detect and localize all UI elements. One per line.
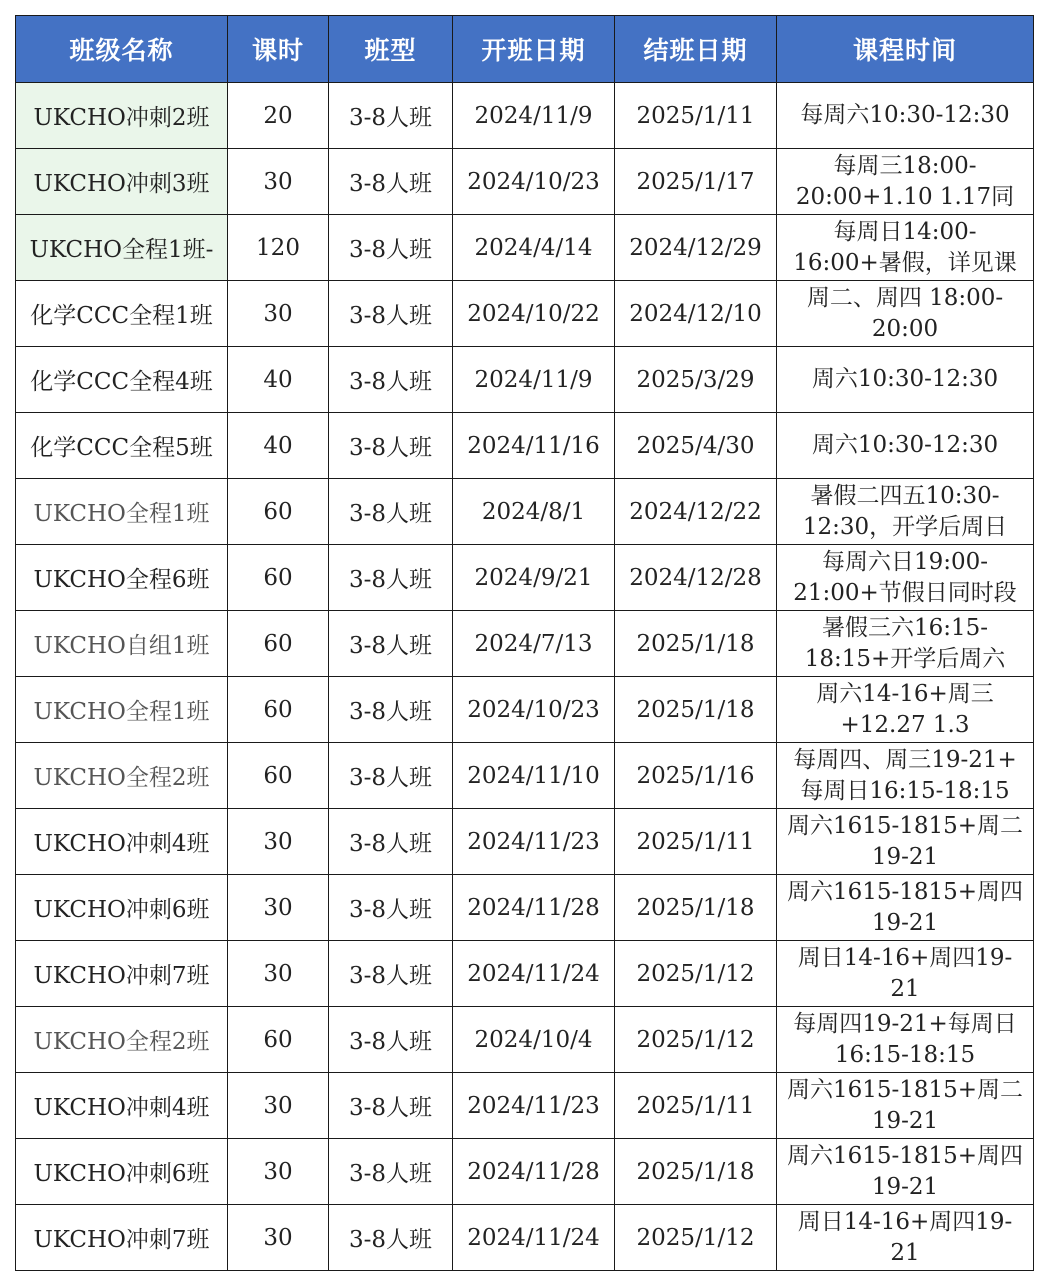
start-date-cell: 2024/8/1 — [453, 479, 615, 545]
class-type-cell: 3-8人班 — [329, 941, 453, 1007]
course-time-cell — [777, 149, 1034, 215]
course-time-text: 暑假三六16:15- 18:15+开学后周六 — [804, 614, 1006, 672]
end-date-cell: 2025/1/16 — [615, 743, 777, 809]
header-class-type: 班型 — [329, 16, 453, 83]
class-name-cell: UKCHO冲刺6班 — [16, 1139, 228, 1205]
start-date-cell: 2024/11/24 — [453, 1205, 615, 1271]
class-type-cell: 3-8人班 — [329, 1007, 453, 1073]
class-type-cell: 3-8人班 — [329, 347, 453, 413]
end-date-cell: 2024/12/10 — [615, 281, 777, 347]
end-date-cell: 2024/12/29 — [615, 215, 777, 281]
class-type-cell: 3-8人班 — [329, 479, 453, 545]
hours-cell: 20 — [228, 83, 329, 149]
course-time-cell — [777, 215, 1034, 281]
start-date-cell: 2024/10/23 — [453, 677, 615, 743]
course-time-text: 每周三18:00- 20:00+1.10 1.17同 — [795, 152, 1015, 210]
course-time-cell — [777, 809, 1034, 875]
header-end-date: 结班日期 — [615, 16, 777, 83]
table-row — [16, 479, 1034, 545]
class-type-cell: 3-8人班 — [329, 875, 453, 941]
table-row — [16, 1205, 1034, 1271]
end-date-cell: 2025/1/18 — [615, 875, 777, 941]
class-name-cell: UKCHO冲刺2班 — [16, 83, 228, 149]
table-row — [16, 809, 1034, 875]
table-row — [16, 875, 1034, 941]
class-name-cell: UKCHO全程2班 — [16, 1007, 228, 1073]
start-date-cell: 2024/10/22 — [453, 281, 615, 347]
course-time-text: 周六1615-1815+周二 19-21 — [786, 1076, 1024, 1134]
class-type-cell: 3-8人班 — [329, 677, 453, 743]
hours-cell: 30 — [228, 941, 329, 1007]
class-type-cell: 3-8人班 — [329, 743, 453, 809]
class-type-cell: 3-8人班 — [329, 413, 453, 479]
end-date-cell: 2025/3/29 — [615, 347, 777, 413]
table-row — [16, 1007, 1034, 1073]
class-type-cell: 3-8人班 — [329, 281, 453, 347]
hours-cell: 30 — [228, 1073, 329, 1139]
class-type-cell: 3-8人班 — [329, 1205, 453, 1271]
course-time-cell — [777, 479, 1034, 545]
class-name-cell: UKCHO全程1班 — [16, 677, 228, 743]
course-time-text: 周日14-16+周四19- 21 — [797, 1208, 1013, 1266]
course-time-cell — [777, 347, 1034, 413]
start-date-cell: 2024/11/16 — [453, 413, 615, 479]
class-type-cell: 3-8人班 — [329, 149, 453, 215]
table-row — [16, 611, 1034, 677]
table-header-row — [16, 16, 1034, 83]
course-time-text: 周六1615-1815+周二 19-21 — [786, 812, 1024, 870]
class-name-cell: UKCHO全程6班 — [16, 545, 228, 611]
end-date-cell: 2025/1/12 — [615, 941, 777, 1007]
end-date-cell: 2025/4/30 — [615, 413, 777, 479]
end-date-cell: 2024/12/22 — [615, 479, 777, 545]
class-type-cell: 3-8人班 — [329, 545, 453, 611]
course-time-cell — [777, 281, 1034, 347]
hours-cell: 30 — [228, 1139, 329, 1205]
class-name-cell: UKCHO冲刺3班 — [16, 149, 228, 215]
course-time-text: 每周六10:30-12:30 — [800, 102, 1010, 128]
course-time-cell — [777, 413, 1034, 479]
hours-cell: 40 — [228, 413, 329, 479]
end-date-cell: 2025/1/11 — [615, 809, 777, 875]
course-time-cell — [777, 941, 1034, 1007]
hours-cell: 30 — [228, 875, 329, 941]
end-date-cell: 2025/1/18 — [615, 1139, 777, 1205]
start-date-cell: 2024/11/24 — [453, 941, 615, 1007]
course-time-cell — [777, 677, 1034, 743]
table-row — [16, 83, 1034, 149]
hours-cell: 30 — [228, 149, 329, 215]
start-date-cell: 2024/11/9 — [453, 83, 615, 149]
course-time-cell — [777, 875, 1034, 941]
start-date-cell: 2024/10/4 — [453, 1007, 615, 1073]
end-date-cell: 2025/1/17 — [615, 149, 777, 215]
class-name-cell: UKCHO冲刺4班 — [16, 809, 228, 875]
course-time-cell — [777, 611, 1034, 677]
class-type-cell: 3-8人班 — [329, 215, 453, 281]
class-name-cell: UKCHO全程1班 — [16, 479, 228, 545]
start-date-cell: 2024/11/23 — [453, 1073, 615, 1139]
end-date-cell: 2025/1/12 — [615, 1007, 777, 1073]
course-time-text: 周六1615-1815+周四 19-21 — [786, 878, 1024, 936]
course-time-text: 每周日14:00- 16:00+暑假，详见课 — [793, 218, 1017, 276]
end-date-cell: 2025/1/18 — [615, 611, 777, 677]
class-name-cell: 化学CCC全程5班 — [16, 413, 228, 479]
table-row — [16, 281, 1034, 347]
class-type-cell: 3-8人班 — [329, 809, 453, 875]
table-row — [16, 743, 1034, 809]
start-date-cell: 2024/11/10 — [453, 743, 615, 809]
end-date-cell: 2025/1/11 — [615, 1073, 777, 1139]
start-date-cell: 2024/11/9 — [453, 347, 615, 413]
end-date-cell: 2024/12/28 — [615, 545, 777, 611]
course-time-cell — [777, 1073, 1034, 1139]
course-time-text: 周六14-16+周三 +12.27 1.3 — [816, 680, 994, 738]
hours-cell: 60 — [228, 1007, 329, 1073]
table-row — [16, 545, 1034, 611]
table-row — [16, 941, 1034, 1007]
course-time-text: 周日14-16+周四19- 21 — [797, 944, 1013, 1002]
class-name-cell: 化学CCC全程1班 — [16, 281, 228, 347]
start-date-cell: 2024/11/23 — [453, 809, 615, 875]
hours-cell: 60 — [228, 743, 329, 809]
class-name-cell: UKCHO冲刺4班 — [16, 1073, 228, 1139]
class-name-cell: UKCHO全程1班- — [16, 215, 228, 281]
class-schedule-table — [15, 15, 1034, 1271]
class-name-cell: UKCHO自组1班 — [16, 611, 228, 677]
header-hours: 课时 — [228, 16, 329, 83]
course-time-cell — [777, 1139, 1034, 1205]
hours-cell: 30 — [228, 281, 329, 347]
hours-cell: 30 — [228, 809, 329, 875]
class-type-cell: 3-8人班 — [329, 1073, 453, 1139]
header-course-time: 课程时间 — [777, 16, 1034, 83]
hours-cell: 60 — [228, 479, 329, 545]
header-class-name: 班级名称 — [16, 16, 228, 83]
schedule-table-container — [15, 15, 1033, 1271]
class-type-cell: 3-8人班 — [329, 1139, 453, 1205]
hours-cell: 30 — [228, 1205, 329, 1271]
start-date-cell: 2024/9/21 — [453, 545, 615, 611]
hours-cell: 60 — [228, 677, 329, 743]
end-date-cell: 2025/1/11 — [615, 83, 777, 149]
table-row — [16, 215, 1034, 281]
hours-cell: 120 — [228, 215, 329, 281]
course-time-cell — [777, 1007, 1034, 1073]
course-time-text: 每周四、周三19-21+ 每周日16:15-18:15 — [793, 746, 1017, 804]
course-time-text: 暑假二四五10:30- 12:30，开学后周日 — [802, 482, 1008, 540]
class-name-cell: UKCHO冲刺6班 — [16, 875, 228, 941]
hours-cell: 60 — [228, 611, 329, 677]
course-time-cell — [777, 743, 1034, 809]
header-start-date: 开班日期 — [453, 16, 615, 83]
end-date-cell: 2025/1/18 — [615, 677, 777, 743]
start-date-cell: 2024/11/28 — [453, 1139, 615, 1205]
class-type-cell: 3-8人班 — [329, 83, 453, 149]
course-time-cell — [777, 83, 1034, 149]
class-name-cell: UKCHO冲刺7班 — [16, 941, 228, 1007]
table-row — [16, 347, 1034, 413]
end-date-cell: 2025/1/12 — [615, 1205, 777, 1271]
course-time-cell — [777, 545, 1034, 611]
start-date-cell: 2024/4/14 — [453, 215, 615, 281]
table-row — [16, 677, 1034, 743]
hours-cell: 60 — [228, 545, 329, 611]
table-row — [16, 413, 1034, 479]
course-time-text: 周六10:30-12:30 — [811, 366, 999, 392]
table-row — [16, 1139, 1034, 1205]
table-row — [16, 149, 1034, 215]
course-time-text: 周六10:30-12:30 — [811, 432, 999, 458]
class-name-cell: UKCHO全程2班 — [16, 743, 228, 809]
start-date-cell: 2024/10/23 — [453, 149, 615, 215]
hours-cell: 40 — [228, 347, 329, 413]
course-time-text: 每周四19-21+每周日 16:15-18:15 — [793, 1010, 1017, 1068]
class-name-cell: 化学CCC全程4班 — [16, 347, 228, 413]
table-row — [16, 1073, 1034, 1139]
course-time-text: 每周六日19:00- 21:00+节假日同时段 — [793, 548, 1017, 606]
start-date-cell: 2024/11/28 — [453, 875, 615, 941]
course-time-cell — [777, 1205, 1034, 1271]
class-name-cell: UKCHO冲刺7班 — [16, 1205, 228, 1271]
course-time-text: 周二、周四 18:00- 20:00 — [806, 284, 1004, 342]
start-date-cell: 2024/7/13 — [453, 611, 615, 677]
course-time-text: 周六1615-1815+周四 19-21 — [786, 1142, 1024, 1200]
class-type-cell: 3-8人班 — [329, 611, 453, 677]
